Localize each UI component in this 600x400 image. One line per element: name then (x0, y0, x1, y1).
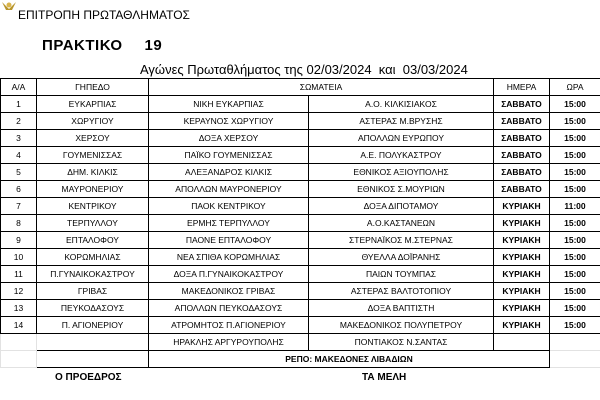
cell-day[interactable]: ΣΑΒΒΑΤΟ (494, 181, 550, 198)
cell-ground[interactable]: ΓΟΥΜΕΝΙΣΣΑΣ (37, 147, 149, 164)
cell-away[interactable]: ΔΟΞΑ ΒΑΠΤΙΣΤΗ (309, 300, 494, 317)
cell-ground[interactable]: ΠΕΥΚΟΔΑΣΟΥΣ (37, 300, 149, 317)
page-subtitle: Αγώνες Πρωταθλήματος της 02/03/2024 και 03/03/2024 (140, 62, 468, 77)
cell-home[interactable]: ΑΠΟΛΛΩΝ ΜΑΥΡΟΝΕΡΙΟΥ (149, 181, 309, 198)
cell-empty[interactable] (550, 334, 600, 351)
cell-away[interactable]: ΕΘΝΙΚΟΣ Σ.ΜΟΥΡΙΩΝ (309, 181, 494, 198)
cell-ground[interactable]: ΔΗΜ. ΚΙΛΚΙΣ (37, 164, 149, 181)
cell-away[interactable]: ΠΑΙΩΝ ΤΟΥΜΠΑΣ (309, 266, 494, 283)
cell-day[interactable]: ΣΑΒΒΑΤΟ (494, 96, 550, 113)
cell-ground[interactable]: ΚΟΡΩΜΗΛΙΑΣ (37, 249, 149, 266)
cell-ground[interactable]: ΤΕΡΠΥΛΛΟΥ (37, 215, 149, 232)
cell-away[interactable]: ΔΟΞΑ ΔΙΠΟΤΑΜΟΥ (309, 198, 494, 215)
cell-day[interactable]: ΣΑΒΒΑΤΟ (494, 164, 550, 181)
cell-time[interactable]: 15:00 (550, 164, 600, 181)
cell-ground[interactable]: ΕΥΚΑΡΠΙΑΣ (37, 96, 149, 113)
table-row (1, 96, 600, 113)
cell-aa[interactable]: 11 (1, 266, 37, 283)
cell-aa[interactable]: 2 (1, 113, 37, 130)
cell-time[interactable]: 15:00 (550, 249, 600, 266)
table-row (1, 198, 600, 215)
cell-aa[interactable]: 13 (1, 300, 37, 317)
president-signature-label: Ο ΠΡΟΕΔΡΟΣ (55, 372, 122, 383)
cell-day[interactable]: ΣΑΒΒΑΤΟ (494, 130, 550, 147)
cell-home[interactable]: ΗΡΑΚΛΗΣ ΑΡΓΥΡΟΥΠΟΛΗΣ (149, 334, 309, 351)
cell-aa[interactable]: 14 (1, 317, 37, 334)
table-row (1, 283, 600, 300)
cell-day[interactable]: ΚΥΡΙΑΚΗ (494, 266, 550, 283)
cell-home[interactable]: ΝΕΑ ΣΠΙΘΑ ΚΟΡΩΜΗΛΙΑΣ (149, 249, 309, 266)
cell-away[interactable]: ΑΠΟΛΛΩΝ ΕΥΡΩΠΟΥ (309, 130, 494, 147)
table-row (1, 300, 600, 317)
cell-away[interactable]: ΑΣΤΕΡΑΣ ΒΑΛΤΟΤΟΠΙΟΥ (309, 283, 494, 300)
cell-home[interactable]: ΑΤΡΟΜΗΤΟΣ Π.ΑΓΙΟΝΕΡΙΟΥ (149, 317, 309, 334)
cell-home[interactable]: ΑΛΕΞΑΝΔΡΟΣ ΚΙΛΚΙΣ (149, 164, 309, 181)
cell-time[interactable]: 15:00 (550, 317, 600, 334)
cell-aa[interactable]: 5 (1, 164, 37, 181)
cell-ground[interactable]: ΚΕΝΤΡΙΚΟΥ (37, 198, 149, 215)
cell-aa[interactable]: 10 (1, 249, 37, 266)
cell-time[interactable]: 15:00 (550, 113, 600, 130)
cell-ground[interactable]: ΧΕΡΣΟΥ (37, 130, 149, 147)
cell-empty[interactable] (1, 334, 37, 351)
cell-day[interactable]: ΚΥΡΙΑΚΗ (494, 232, 550, 249)
cell-aa[interactable]: 4 (1, 147, 37, 164)
table-row (1, 181, 600, 198)
col-time-header[interactable]: ΩΡΑ (550, 79, 600, 96)
cell-aa[interactable]: 6 (1, 181, 37, 198)
cell-home[interactable]: ΔΟΞΑ Π.ΓΥΝΑΙΚΟΚΑΣΤΡΟΥ (149, 266, 309, 283)
cell-home[interactable]: ΚΕΡΑΥΝΟΣ ΧΩΡΥΓΙΟΥ (149, 113, 309, 130)
emblem-icon (0, 0, 18, 14)
cell-away[interactable]: ΘΥΕΛΛΑ ΔΟΪΡΑΝΗΣ (309, 249, 494, 266)
cell-time[interactable]: 15:00 (550, 283, 600, 300)
col-aa-header[interactable]: Α/Α (1, 79, 37, 96)
cell-empty[interactable] (1, 351, 37, 368)
cell-away[interactable]: Α.Ε. ΠΟΛΥΚΑΣΤΡΟΥ (309, 147, 494, 164)
cell-time[interactable]: 11:00 (550, 198, 600, 215)
report-title (42, 37, 162, 54)
table-row (1, 215, 600, 232)
cell-time[interactable]: 15:00 (550, 147, 600, 164)
col-day-header[interactable]: ΗΜΕΡΑ (494, 79, 550, 96)
members-signature-label: ΤΑ ΜΕΛΗ (362, 372, 407, 383)
cell-away[interactable]: ΠΟΝΤΙΑΚΟΣ Ν.ΣΑΝΤΑΣ (309, 334, 494, 351)
table-row (1, 317, 600, 334)
report-label: ΠΡΑΚΤΙΚΟ (42, 37, 123, 54)
table-row (1, 147, 600, 164)
cell-time[interactable]: 15:00 (550, 96, 600, 113)
cell-home[interactable]: ΑΠΟΛΛΩΝ ΠΕΥΚΟΔΑΣΟΥΣ (149, 300, 309, 317)
cell-day[interactable]: ΣΑΒΒΑΤΟ (494, 113, 550, 130)
table-row (1, 164, 600, 181)
cell-home[interactable]: ΠΑΪΚΟ ΓΟΥΜΕΝΙΣΣΑΣ (149, 147, 309, 164)
rest-row (1, 351, 600, 368)
cell-aa[interactable]: 7 (1, 198, 37, 215)
cell-time[interactable]: 15:00 (550, 300, 600, 317)
col-ground-header[interactable]: ΓΗΠΕΔΟ (37, 79, 149, 96)
table-row (1, 130, 600, 147)
committee-title: ΕΠΙΤΡΟΠΗ ΠΡΩΤΑΘΛΗΜΑΤΟΣ (18, 8, 190, 22)
cell-day[interactable] (494, 334, 550, 351)
cell-home[interactable]: ΠΑΟΝΕ ΕΠΤΑΛΟΦΟΥ (149, 232, 309, 249)
cell-time[interactable]: 15:00 (550, 232, 600, 249)
cell-away[interactable]: ΑΣΤΕΡΑΣ Μ.ΒΡΥΣΗΣ (309, 113, 494, 130)
table-row (1, 266, 600, 283)
cell-day[interactable]: ΚΥΡΙΑΚΗ (494, 249, 550, 266)
cell-aa[interactable]: 1 (1, 96, 37, 113)
cell-away[interactable]: ΜΑΚΕΔΟΝΙΚΟΣ ΠΟΛΥΠΕΤΡΟΥ (309, 317, 494, 334)
cell-ground[interactable]: ΧΩΡΥΓΙΟΥ (37, 113, 149, 130)
extra-row (1, 334, 600, 351)
cell-ground[interactable]: Π. ΑΓΙΟΝΕΡΙΟΥ (37, 317, 149, 334)
cell-aa[interactable]: 3 (1, 130, 37, 147)
cell-aa[interactable]: 12 (1, 283, 37, 300)
header-row (1, 79, 600, 96)
cell-away[interactable]: Α.Ο.ΚΑΣΤΑΝΕΩΝ (309, 215, 494, 232)
rest-cell[interactable]: ΡΕΠΟ: ΜΑΚΕΔΟΝΕΣ ΛΙΒΑΔΙΩΝ (149, 351, 550, 368)
cell-ground[interactable] (37, 334, 149, 351)
table-row (1, 249, 600, 266)
cell-home[interactable]: ΕΡΜΗΣ ΤΕΡΠΥΛΛΟΥ (149, 215, 309, 232)
cell-aa[interactable]: 8 (1, 215, 37, 232)
cell-time[interactable]: 15:00 (550, 130, 600, 147)
cell-day[interactable]: ΚΥΡΙΑΚΗ (494, 283, 550, 300)
cell-home[interactable]: ΔΟΞΑ ΧΕΡΣΟΥ (149, 130, 309, 147)
schedule-table (0, 78, 600, 368)
cell-away[interactable]: ΣΤΕΡΝΑΪΚΟΣ Μ.ΣΤΕΡΝΑΣ (309, 232, 494, 249)
cell-time[interactable]: 15:00 (550, 215, 600, 232)
cell-time[interactable]: 15:00 (550, 266, 600, 283)
cell-day[interactable]: ΚΥΡΙΑΚΗ (494, 198, 550, 215)
cell-home[interactable]: ΜΑΚΕΔΟΝΙΚΟΣ ΓΡΙΒΑΣ (149, 283, 309, 300)
cell-day[interactable]: ΚΥΡΙΑΚΗ (494, 300, 550, 317)
cell-ground[interactable]: ΕΠΤΑΛΟΦΟΥ (37, 232, 149, 249)
match-list (1, 96, 600, 334)
cell-time[interactable]: 15:00 (550, 181, 600, 198)
col-clubs-header[interactable]: ΣΩΜΑΤΕΙΑ (149, 79, 494, 96)
cell-ground[interactable]: ΓΡΙΒΑΣ (37, 283, 149, 300)
cell-day[interactable]: ΣΑΒΒΑΤΟ (494, 147, 550, 164)
cell-home[interactable]: ΠΑΟΚ ΚΕΝΤΡΙΚΟΥ (149, 198, 309, 215)
report-number: 19 (144, 37, 163, 54)
table-row (1, 113, 600, 130)
cell-away[interactable]: ΕΘΝΙΚΟΣ ΑΞΙΟΥΠΟΛΗΣ (309, 164, 494, 181)
cell-empty[interactable] (550, 351, 600, 368)
cell-home[interactable]: ΝΙΚΗ ΕΥΚΑΡΠΙΑΣ (149, 96, 309, 113)
cell-ground[interactable] (37, 351, 149, 368)
table-row (1, 232, 600, 249)
cell-day[interactable]: ΚΥΡΙΑΚΗ (494, 215, 550, 232)
cell-aa[interactable]: 9 (1, 232, 37, 249)
cell-day[interactable]: ΚΥΡΙΑΚΗ (494, 317, 550, 334)
cell-away[interactable]: Α.Ο. ΚΙΛΚΙΣΙΑΚΟΣ (309, 96, 494, 113)
cell-ground[interactable]: Π.ΓΥΝΑΙΚΟΚΑΣΤΡΟΥ (37, 266, 149, 283)
cell-ground[interactable]: ΜΑΥΡΟΝΕΡΙΟΥ (37, 181, 149, 198)
